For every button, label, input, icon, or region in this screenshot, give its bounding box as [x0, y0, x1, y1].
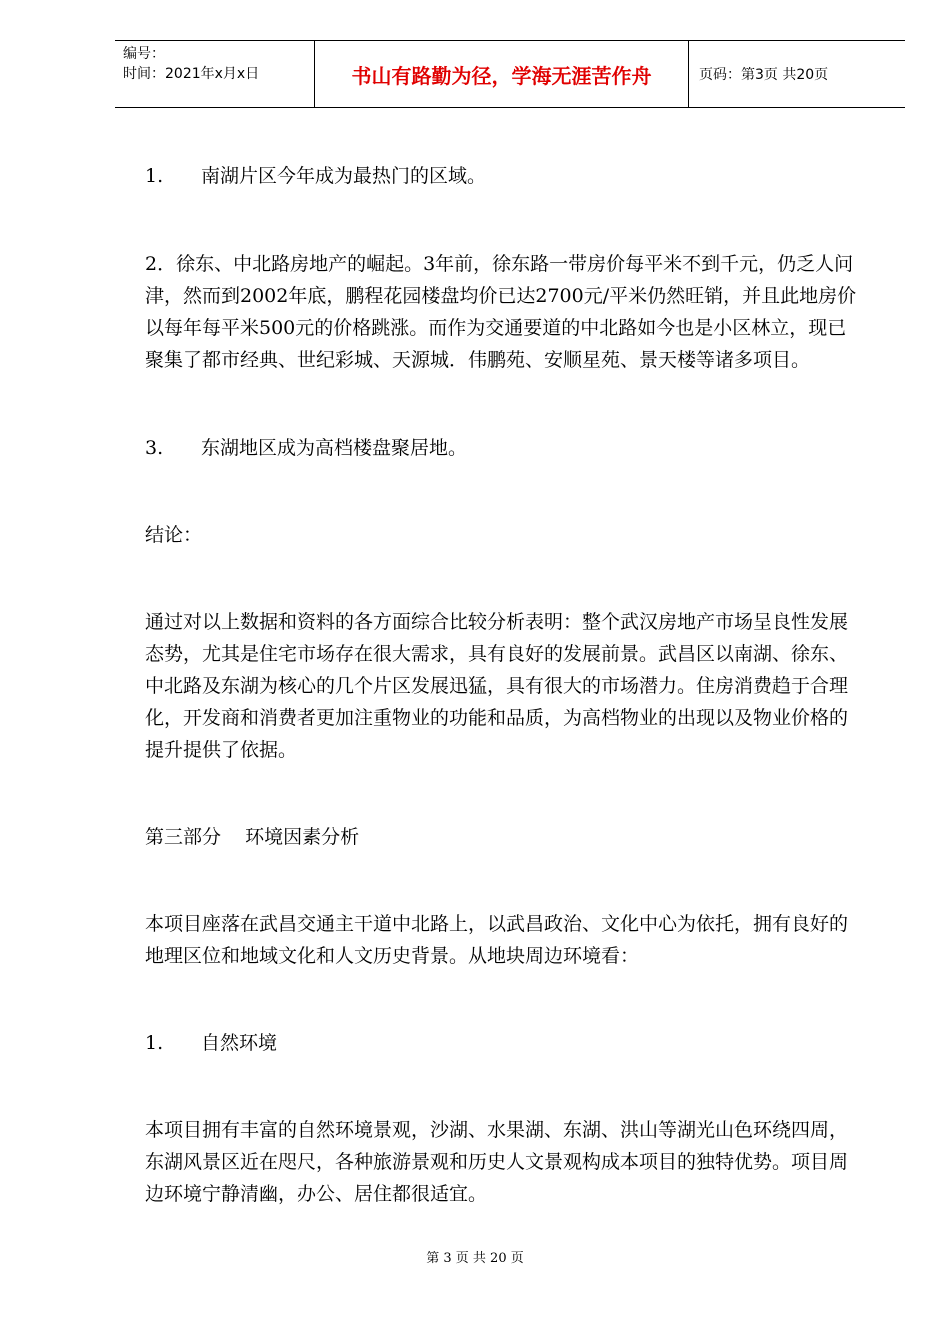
header-motto: 书山有路勤为径，学海无涯苦作舟: [315, 41, 689, 107]
list-text: 东湖地区成为高档楼盘聚居地。: [201, 437, 468, 459]
list-number: 1.: [145, 1032, 164, 1054]
section-title: 第三部分 环境因素分析: [145, 826, 360, 848]
paragraph-conclusion: 通过对以上数据和资料的各方面综合比较分析表明：整个武汉房地产市场呈良性发展态势，尤其是住宅市场存在很大需求，具有良好的发展前景。武昌区以南湖、徐东、中北路及东湖为核心的几个片区发展迅猛，具有很大的市场潜力。住房消费趋于合理化，开发商和消费者更加注重物业的功能和品质，为高档物业的出现以及物业价格的提升提供了依据。: [145, 611, 849, 761]
document-body: [145, 160, 865, 1210]
conclusion-label: 结论：: [145, 524, 203, 546]
list-number: 3.: [145, 437, 164, 459]
page-footer: 第 3 页 共 20 页: [426, 1251, 524, 1266]
paragraph-location: 本项目座落在武昌交通主干道中北路上，以武昌政治、文化中心为依托，拥有良好的地理区位和地域文化和人文历史背景。从地块周边环境看：: [145, 913, 849, 967]
list-text: 南湖片区今年成为最热门的区域。: [201, 165, 487, 187]
serial-label: 编号：: [123, 46, 165, 62]
header-page-label: 页码：第3页 共20页: [699, 67, 829, 83]
list-text: 自然环境: [201, 1032, 278, 1054]
list-number: 1.: [145, 165, 164, 187]
paragraph-natural-environment: 本项目拥有丰富的自然环境景观，沙湖、水果湖、东湖、洪山等湖光山色环绕四周，东湖风景区近在咫尺，各种旅游景观和历史人文景观构成本项目的独特优势。项目周边环境宁静清幽，办公、居住都很适宜。: [145, 1119, 849, 1205]
time-label: 时间：2021年x月x日: [123, 66, 260, 82]
list-item-natural: [145, 1027, 865, 1059]
page-header: [115, 40, 905, 108]
header-meta: [115, 41, 315, 107]
list-item-1: [145, 160, 865, 192]
paragraph-xudong: 2．徐东、中北路房地产的崛起。3年前，徐东路一带房价每平米不到千元，仍乏人问津，然而到2002年底，鹏程花园楼盘均价已达2700元/平米仍然旺销，并且此地房价以每年每平米500元的价格跳涨。而作为交通要道的中北路如今也是小区林立，现已聚集了都市经典、世纪彩城、天源城．伟鹏苑、安顺星苑、景天楼等诸多项目。: [145, 253, 857, 371]
list-item-3: [145, 432, 865, 464]
